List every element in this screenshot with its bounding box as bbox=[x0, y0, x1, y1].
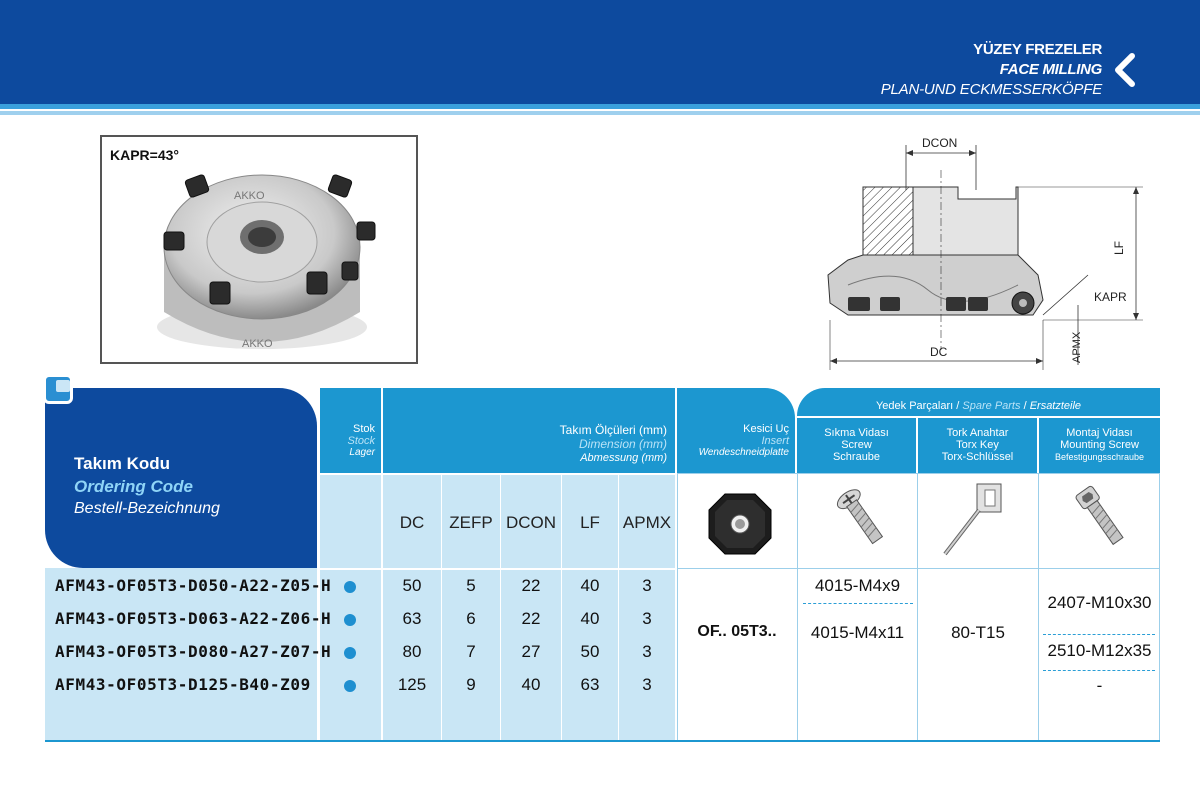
cell-dc: 80 bbox=[402, 642, 422, 661]
table-row-code: AFM43-OF05T3-D050-A22-Z05-H bbox=[55, 576, 332, 595]
cell-apmx: 3 bbox=[642, 675, 652, 694]
cell-apmx: 3 bbox=[642, 642, 652, 661]
table-row-code: AFM43-OF05T3-D063-A22-Z06-H bbox=[55, 609, 332, 628]
cell-apmx: 3 bbox=[642, 609, 652, 628]
kapr-label: KAPR=43° bbox=[110, 147, 180, 163]
cell-dc: 125 bbox=[397, 675, 427, 694]
mounting-screw-icon bbox=[1065, 483, 1140, 553]
section-title-en: FACE MILLING bbox=[999, 61, 1102, 78]
col-dcon: DCON bbox=[505, 513, 557, 532]
product-photo bbox=[100, 135, 418, 364]
table-row-code: AFM43-OF05T3-D125-B40-Z09 bbox=[55, 675, 311, 694]
col-separator bbox=[561, 473, 562, 741]
col-separator bbox=[441, 473, 442, 741]
col-separator bbox=[618, 473, 619, 741]
screw-value: 4015-M4x9 bbox=[814, 576, 901, 595]
cell-zefp: 7 bbox=[466, 642, 476, 661]
spare-parts-header: Yedek Parçaları / Spare Parts / Ersatzteile bbox=[797, 388, 1160, 416]
cell-dcon: 27 bbox=[521, 642, 541, 661]
milling-cutter-illustration bbox=[102, 137, 418, 364]
mount-header: Montaj Vidası Mounting Screw Befestigungsschraube bbox=[1039, 418, 1160, 473]
brand-logo-side: AKKO bbox=[242, 338, 273, 350]
stock-dot bbox=[344, 680, 356, 692]
cell-lf: 40 bbox=[580, 576, 600, 595]
torx-key-icon bbox=[935, 476, 1025, 561]
section-title-tr: YÜZEY FREZELER bbox=[973, 41, 1102, 58]
mount-value: 2407-M10x30 bbox=[1047, 593, 1152, 612]
screw-icon bbox=[825, 483, 900, 553]
insert-icon bbox=[705, 490, 775, 558]
mount-value: - bbox=[1096, 676, 1103, 695]
dcon-label: DCON bbox=[922, 136, 958, 150]
cell-zefp: 5 bbox=[466, 576, 476, 595]
col-lf: LF bbox=[580, 513, 600, 532]
lf-label: LF bbox=[1112, 240, 1126, 255]
section-title bbox=[881, 40, 1102, 100]
header-stripe bbox=[0, 104, 1200, 109]
col-dc: DC bbox=[399, 513, 425, 532]
section-title-de: PLAN-UND ECKMESSERKÖPFE bbox=[880, 81, 1102, 98]
cell-zefp: 9 bbox=[466, 675, 476, 694]
col-apmx: APMX bbox=[622, 513, 672, 532]
cell-dcon: 40 bbox=[521, 675, 541, 694]
cell-dcon: 22 bbox=[521, 576, 541, 595]
stock-dot bbox=[344, 581, 356, 593]
screw-value: 4015-M4x11 bbox=[810, 623, 905, 642]
header-stripe-light bbox=[0, 111, 1200, 115]
stock-dot bbox=[344, 614, 356, 626]
cell-lf: 40 bbox=[580, 609, 600, 628]
cell-lf: 50 bbox=[580, 642, 600, 661]
table-row-code: AFM43-OF05T3-D080-A27-Z07-H bbox=[55, 642, 332, 661]
insert-header: Kesici Uç Insert Wendeschneidplatte bbox=[677, 388, 795, 473]
apmx-label: APMX bbox=[1071, 331, 1083, 363]
product-table bbox=[45, 378, 1160, 743]
col-separator bbox=[500, 473, 501, 741]
cell-dc: 63 bbox=[402, 609, 422, 628]
insert-code: OF.. 05T3.. bbox=[697, 623, 777, 640]
table-bottom-border bbox=[45, 740, 1160, 742]
technical-drawing bbox=[818, 125, 1158, 370]
tab-marker-icon bbox=[43, 374, 73, 404]
screw-header: Sıkma Vidası Screw Schraube bbox=[797, 418, 916, 473]
code-header-tr: Takım Kodu bbox=[74, 454, 171, 473]
dc-label: DC bbox=[930, 345, 948, 359]
cell-dcon: 22 bbox=[521, 609, 541, 628]
dimension-header: Takım Ölçüleri (mm) Dimension (mm) Abmessung (mm) bbox=[383, 388, 675, 473]
cell-zefp: 6 bbox=[466, 609, 476, 628]
cell-dc: 50 bbox=[402, 576, 422, 595]
cell-lf: 63 bbox=[580, 675, 600, 694]
chevron-left-icon[interactable] bbox=[1110, 50, 1140, 90]
brand-logo-top: AKKO bbox=[234, 190, 265, 202]
mount-value: 2510-M12x35 bbox=[1047, 641, 1152, 660]
code-header-de: Bestell-Bezeichnung bbox=[74, 500, 220, 517]
stock-header: Stok Stock Lager bbox=[320, 388, 381, 473]
cell-apmx: 3 bbox=[642, 576, 652, 595]
stock-dot bbox=[344, 647, 356, 659]
code-header-en: Ordering Code bbox=[74, 477, 194, 496]
col-zefp: ZEFP bbox=[449, 513, 493, 532]
key-value: 80-T15 bbox=[951, 623, 1005, 642]
code-header bbox=[45, 388, 317, 568]
kapr-dim-label: KAPR bbox=[1094, 290, 1127, 304]
key-header: Tork Anahtar Torx Key Torx-Schlüssel bbox=[918, 418, 1037, 473]
